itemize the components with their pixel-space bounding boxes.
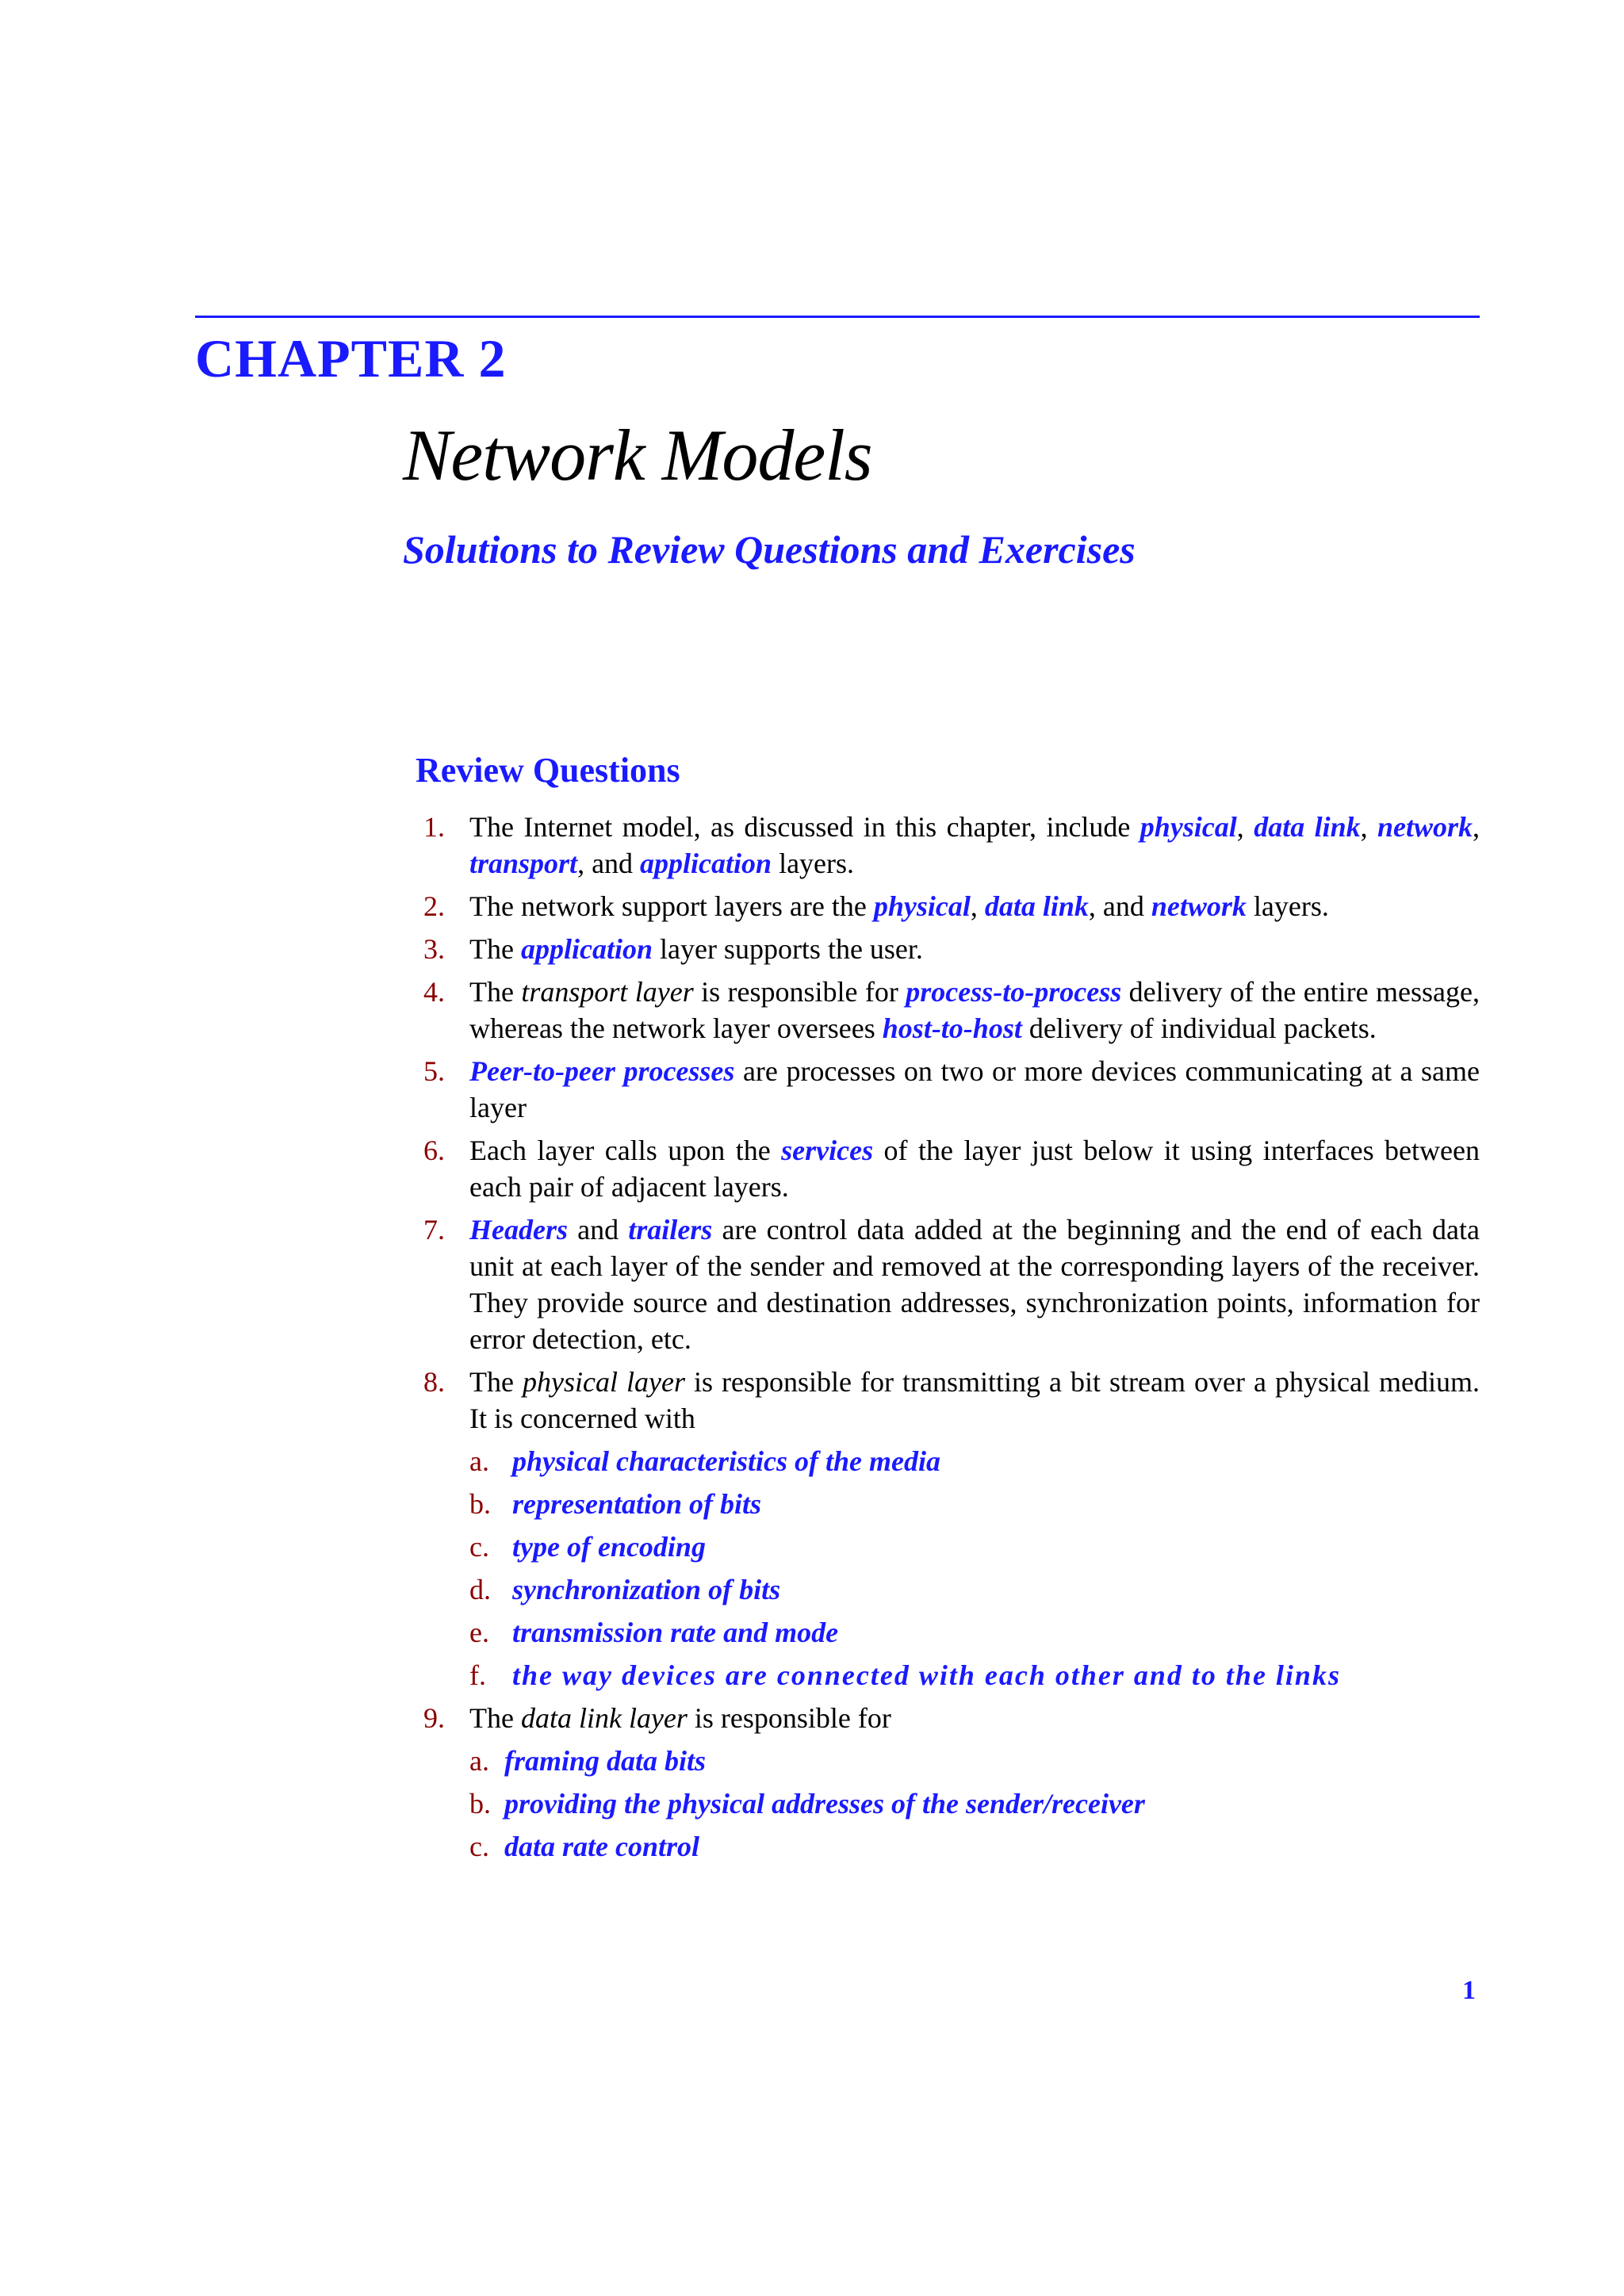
question-number: 8. [423, 1366, 445, 1398]
question-4 [423, 974, 1480, 1047]
sub-item: b. representation of bits [469, 1488, 762, 1520]
sub-item: a. framing data bits [469, 1745, 707, 1777]
question-number: 6. [423, 1135, 445, 1166]
chapter-subtitle: Solutions to Review Questions and Exercises [403, 527, 1136, 572]
question-3 [423, 931, 1480, 967]
chapter-rule [195, 316, 1480, 318]
question-1 [423, 809, 1480, 882]
question-text: Peer-to-peer processes are processes on two or more devices communicating at a same layer [469, 1055, 1480, 1123]
question-text: The network support layers are the physical, data link, and network layers. [469, 890, 1329, 922]
sub-item: e. transmission rate and mode [469, 1617, 839, 1648]
sub-item: c. data rate control [469, 1831, 700, 1862]
question-number: 5. [423, 1055, 445, 1087]
question-number: 7. [423, 1214, 445, 1246]
question-number: 3. [423, 933, 445, 965]
question-9 [423, 1700, 1480, 1865]
question-number: 1. [423, 811, 445, 843]
chapter-label: CHAPTER 2 [195, 328, 507, 388]
chapter-title: Network Models [403, 415, 872, 496]
question-text: The transport layer is responsible for process-to-process delivery of the entire message, whereas the network layer oversees host-to-host delivery of individual packets. [469, 976, 1480, 1044]
question-number: 2. [423, 890, 445, 922]
question-text: The physical layer is responsible for transmitting a bit stream over a physical medium. It is concerned with [469, 1366, 1480, 1434]
section-heading: Review Questions [416, 751, 680, 790]
question-text: Headers and trailers are control data added at the beginning and the end of each data unit at each layer of the sender and removed at the corresponding layers of the receiver. They provide source and destination addresses, synchronization points, information for error detection, etc. [469, 1214, 1480, 1355]
question-text: The Internet model, as discussed in this chapter, include physical, data link, network, transport, and application layers. [469, 811, 1480, 879]
sub-item: b. providing the physical addresses of the sender/receiver [469, 1788, 1145, 1820]
question-6 [423, 1132, 1480, 1205]
sub-item: c. type of encoding [469, 1531, 706, 1563]
question-text: Each layer calls upon the services of the layer just below it using interfaces between each pair of adjacent layers. [469, 1135, 1480, 1203]
question-number: 4. [423, 976, 445, 1008]
question-2 [423, 888, 1480, 924]
page-number: 1 [1462, 1976, 1476, 2005]
question-7 [423, 1211, 1480, 1357]
sub-item: a. physical characteristics of the media [469, 1445, 940, 1477]
question-number: 9. [423, 1702, 445, 1734]
question-text: The data link layer is responsible for [469, 1702, 891, 1734]
sub-item: d. synchronization of bits [469, 1574, 781, 1605]
question-text: The application layer supports the user. [469, 933, 923, 965]
question-8 [423, 1364, 1480, 1693]
review-questions-list [423, 809, 1480, 1871]
sub-item: f. the way devices are connected with each other and to the links [469, 1659, 1341, 1691]
question-5 [423, 1053, 1480, 1126]
